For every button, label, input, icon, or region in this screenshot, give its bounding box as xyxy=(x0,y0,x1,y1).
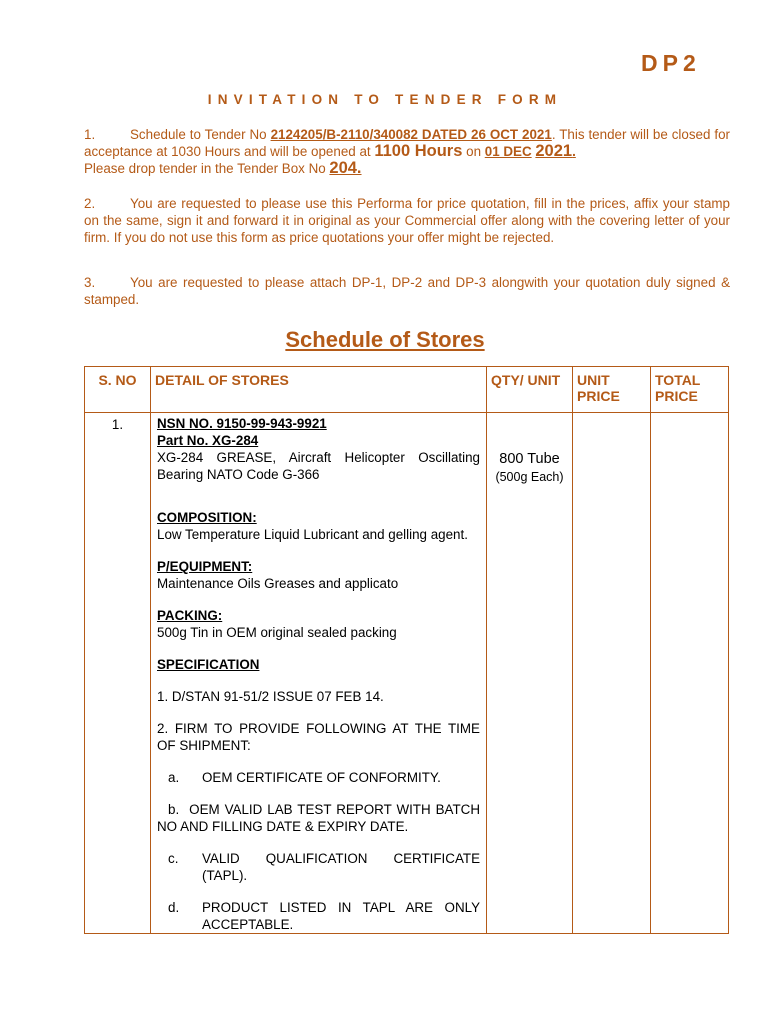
quantity-cell xyxy=(487,413,572,486)
quantity-note: (500g Each) xyxy=(495,470,564,484)
list-item: c. VALID QUALIFICATION CERTIFICATE (TAPL). xyxy=(168,851,480,883)
opening-date: 01 DEC xyxy=(484,144,532,159)
paragraph-2: 2. You are requested to please use this Performa for price quotation, fill in the prices, affix your stamp on the same, sign it and forward it in original as your Commercial offer along with the covering letter of your firm. If you do not use this form as price quotations your offer might be rejected. xyxy=(84,196,730,245)
store-detail xyxy=(151,413,486,933)
tender-number: 2124205/B-2110/340082 DATED 26 OCT 2021 xyxy=(270,127,552,142)
tender-box-number: 204. xyxy=(329,159,362,177)
para-number: 3. xyxy=(84,275,96,290)
equipment-text: Maintenance Oils Greases and applicato xyxy=(157,576,399,591)
unit-price-cell[interactable] xyxy=(573,413,651,934)
composition-label: COMPOSITION: xyxy=(157,510,257,525)
equipment-label: P/EQUIPMENT: xyxy=(157,559,253,574)
list-item: a. OEM CERTIFICATE OF CONFORMITY. xyxy=(168,770,441,785)
header-detail: DETAIL OF STORES xyxy=(151,367,487,413)
specification-label: SPECIFICATION xyxy=(157,657,260,672)
composition-text: Low Temperature Liquid Lubricant and gelling agent. xyxy=(157,527,468,542)
header-qty: QTY/ UNIT xyxy=(487,367,573,413)
para-number: 2. xyxy=(84,196,96,211)
header-total-price: TOTAL PRICE xyxy=(651,367,729,413)
header-sno: S. NO xyxy=(85,367,151,413)
nsn-number: NSN NO. 9150-99-943-9921 xyxy=(157,416,327,431)
para-number: 1. xyxy=(84,127,96,142)
packing-text: 500g Tin in OEM original sealed packing xyxy=(157,625,397,640)
row-sno: 1. xyxy=(111,417,124,432)
opening-year: 2021 xyxy=(535,142,573,160)
total-price-cell[interactable] xyxy=(651,413,729,934)
form-title: INVITATION TO TENDER FORM xyxy=(207,92,563,107)
specification-2: 2. FIRM TO PROVIDE FOLLOWING AT THE TIME OF SHIPMENT: xyxy=(157,721,480,753)
list-item: d. PRODUCT LISTED IN TAPL ARE ONLY ACCEPTABLE. xyxy=(168,900,480,932)
item-description: XG-284 GREASE, Aircraft Helicopter Oscillating Bearing NATO Code G-366 xyxy=(157,450,480,482)
form-code: DP2 xyxy=(641,50,701,76)
quantity-value: 800 Tube xyxy=(499,451,560,467)
header-unit-price: UNIT PRICE xyxy=(573,367,651,413)
packing-label: PACKING: xyxy=(157,608,223,623)
table-row xyxy=(85,413,729,934)
paragraph-3: 3. You are requested to please attach DP-1, DP-2 and DP-3 alongwith your quotation duly signed & stamped. xyxy=(84,275,730,307)
list-item: b. OEM VALID LAB TEST REPORT WITH BATCH NO AND FILLING DATE & EXPIRY DATE. xyxy=(157,802,480,834)
specification-1: 1. D/STAN 91-51/2 ISSUE 07 FEB 14. xyxy=(157,689,384,704)
opening-time: 1100 Hours xyxy=(374,142,463,160)
stores-table xyxy=(84,366,729,934)
schedule-heading: Schedule of Stores xyxy=(285,327,485,352)
table-header-row xyxy=(85,367,729,413)
paragraph-1: 1. Schedule to Tender No 2124205/B-2110/340082 DATED 26 OCT 2021. This tender will be closed for acceptance at 1030 Hours and will be opened at 1100 Hours on 01 DEC 2021. Please drop tender in the Tender Box No 204. xyxy=(84,127,730,177)
part-number: Part No. XG-284 xyxy=(157,433,259,448)
